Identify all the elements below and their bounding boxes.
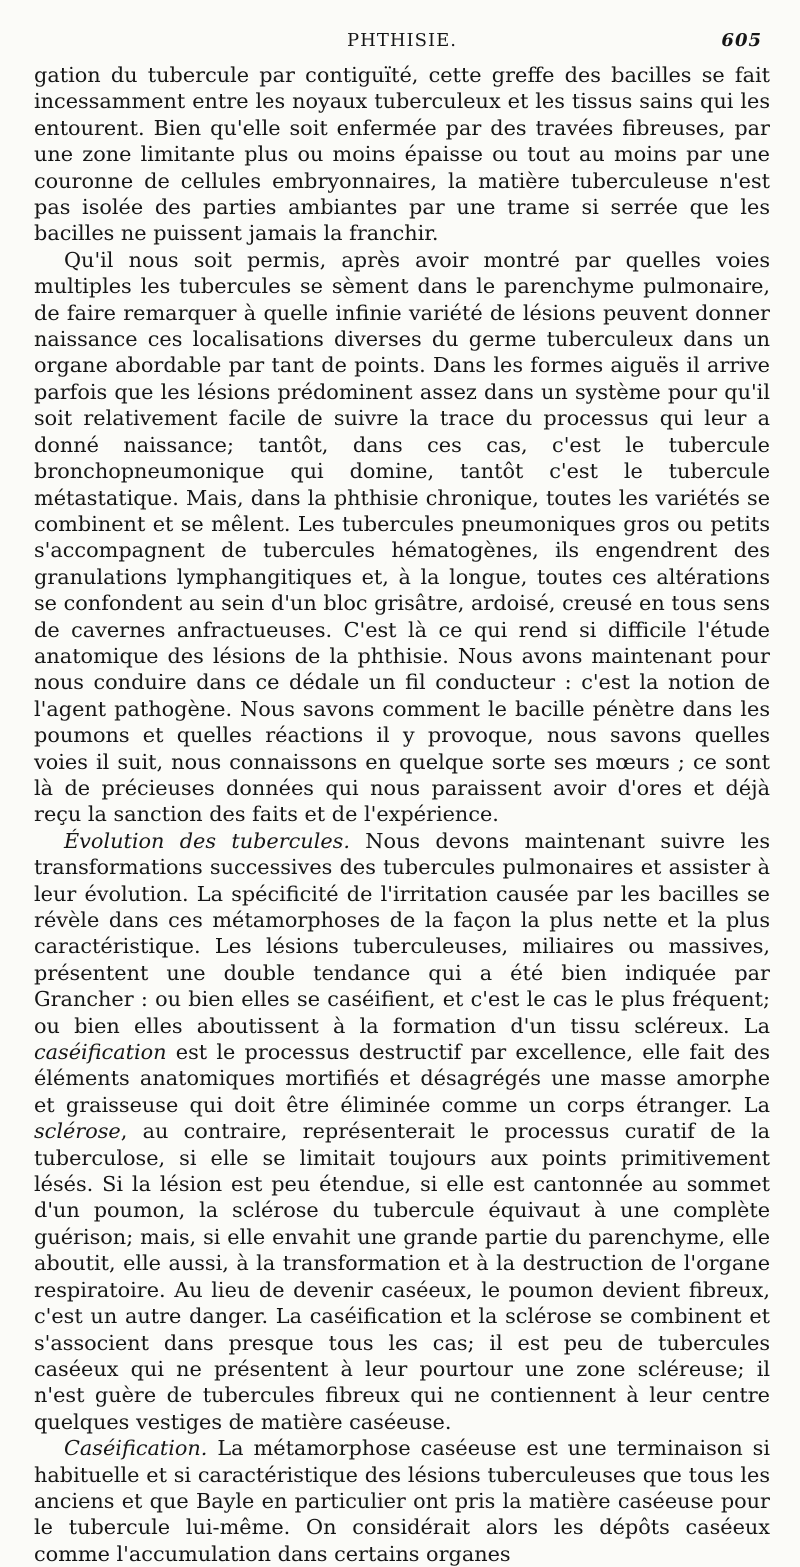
paragraph-text: Nous devons maintenant suivre les transformations successives des tubercules pulmonaires et assister à leur évolution. La spécificité de l'irritation causée par les bacilles se révèle dans ces métamorphoses de la façon la plus nette et la plus caractéristique. Les lésions tuberculeuses, miliaires ou massives, présentent une double tendance qui a été bien indiquée par Grancher : ou bien elles se caséifient, et c'est le cas le plus fréquent; ou bien elles aboutissent à la formation d'un tissu scléreux. La — [34, 828, 770, 1038]
term-sclerose: sclérose — [34, 1119, 121, 1144]
paragraph-2 — [34, 247, 770, 828]
running-head — [34, 24, 770, 54]
running-title: PHTHISIE. — [347, 30, 457, 51]
paragraph-text: , au contraire, représenterait le processus curatif de la tuberculose, si elle se limitait toujours aux points primitivement lésés. Si la lésion est peu étendue, si elle est cantonnée au sommet d'un poumon, la sclérose du tubercule équivaut à une complète guérison; mais, si elle envahit une grande partie du parenchyme, elle aboutit, elle aussi, à la transformation et à la destruction de l'organe respiratoire. Au lieu de devenir caséeux, le poumon devient fibreux, c'est un autre danger. La caséification et la sclérose se combinent et s'associent dans presque tous les cas; il est peu de tubercules caséeux qui ne présentent à leur pourtour une zone scléreuse; il n'est guère de tubercules fibreux qui ne contiennent à leur centre quelques vestiges de matière caséeuse. — [34, 1119, 770, 1434]
paragraph-text: La métamorphose caséeuse est une terminaison si habituelle et si caractéristique des lésions tuberculeuses que tous les anciens et que Bayle en particulier ont pris la matière caséeuse pour le tubercule lui-même. On considérait alors les dépôts caséeux comme l'accumulation dans certains organes — [34, 1436, 770, 1566]
paragraph-1 — [34, 62, 770, 247]
body-text — [34, 62, 770, 1567]
page-number: 605 — [721, 30, 762, 51]
paragraph-text: gation du tubercule par contiguïté, cette greffe des bacilles se fait incessamment entre les noyaux tuberculeux et les tissus sains qui les entourent. Bien qu'elle soit enfermée par des travées fibreuses, par une zone limitante plus ou moins épaisse ou tout au moins par une couronne de cellules embryonnaires, la matière tuberculeuse n'est pas isolée des parties ambiantes par une trame si serrée que les bacilles ne puissent jamais la franchir. — [34, 63, 770, 246]
section-heading-caseification: Caséification. — [64, 1436, 208, 1461]
term-caseification: caséification — [34, 1040, 167, 1065]
paragraph-text: est le processus destructif par excellence, elle fait des éléments anatomiques mortifiés et désagrégés une masse amorphe et graisseuse qui doit être éliminée comme un corps étranger. La — [34, 1040, 770, 1117]
section-heading-evolution: Évolution des tubercules. — [64, 828, 350, 853]
paragraph-evolution — [34, 828, 770, 1435]
paragraph-caseification — [34, 1435, 770, 1567]
paragraph-text: Qu'il nous soit permis, après avoir montré par quelles voies multiples les tubercules se sèment dans le parenchyme pulmonaire, de faire remarquer à quelle infinie variété de lésions peuvent donner naissance ces localisations diverses du germe tuberculeux dans un organe abordable par tant de points. Dans les formes aiguës il arrive parfois que les lésions prédominent assez dans un système pour qu'il soit relativement facile de suivre la trace du processus qui leur a donné naissance; tantôt, dans ces cas, c'est le tubercule bronchopneumonique qui domine, tantôt c'est le tubercule métastatique. Mais, dans la phthisie chronique, toutes les variétés se combinent et se mêlent. Les tubercules pneumoniques gros ou petits s'accompagnent de tubercules hématogènes, ils engendrent des granulations lymphangitiques et, à la longue, toutes ces altérations se confondent au sein d'un bloc grisâtre, ardoisé, creusé en tous sens de cavernes anfractueuses. C'est là ce qui rend si difficile l'étude anatomique des lésions de la phthisie. Nous avons maintenant pour nous conduire dans ce dédale un fil conducteur : c'est la notion de l'agent pathogène. Nous savons comment le bacille pénètre dans les poumons et quelles réactions il y provoque, nous savons quelles voies il suit, nous connaissons en quelque sorte ses mœurs ; ce sont là de précieuses données qui nous paraissent avoir d'ores et déjà reçu la sanction des faits et de l'expérience. — [34, 247, 770, 827]
